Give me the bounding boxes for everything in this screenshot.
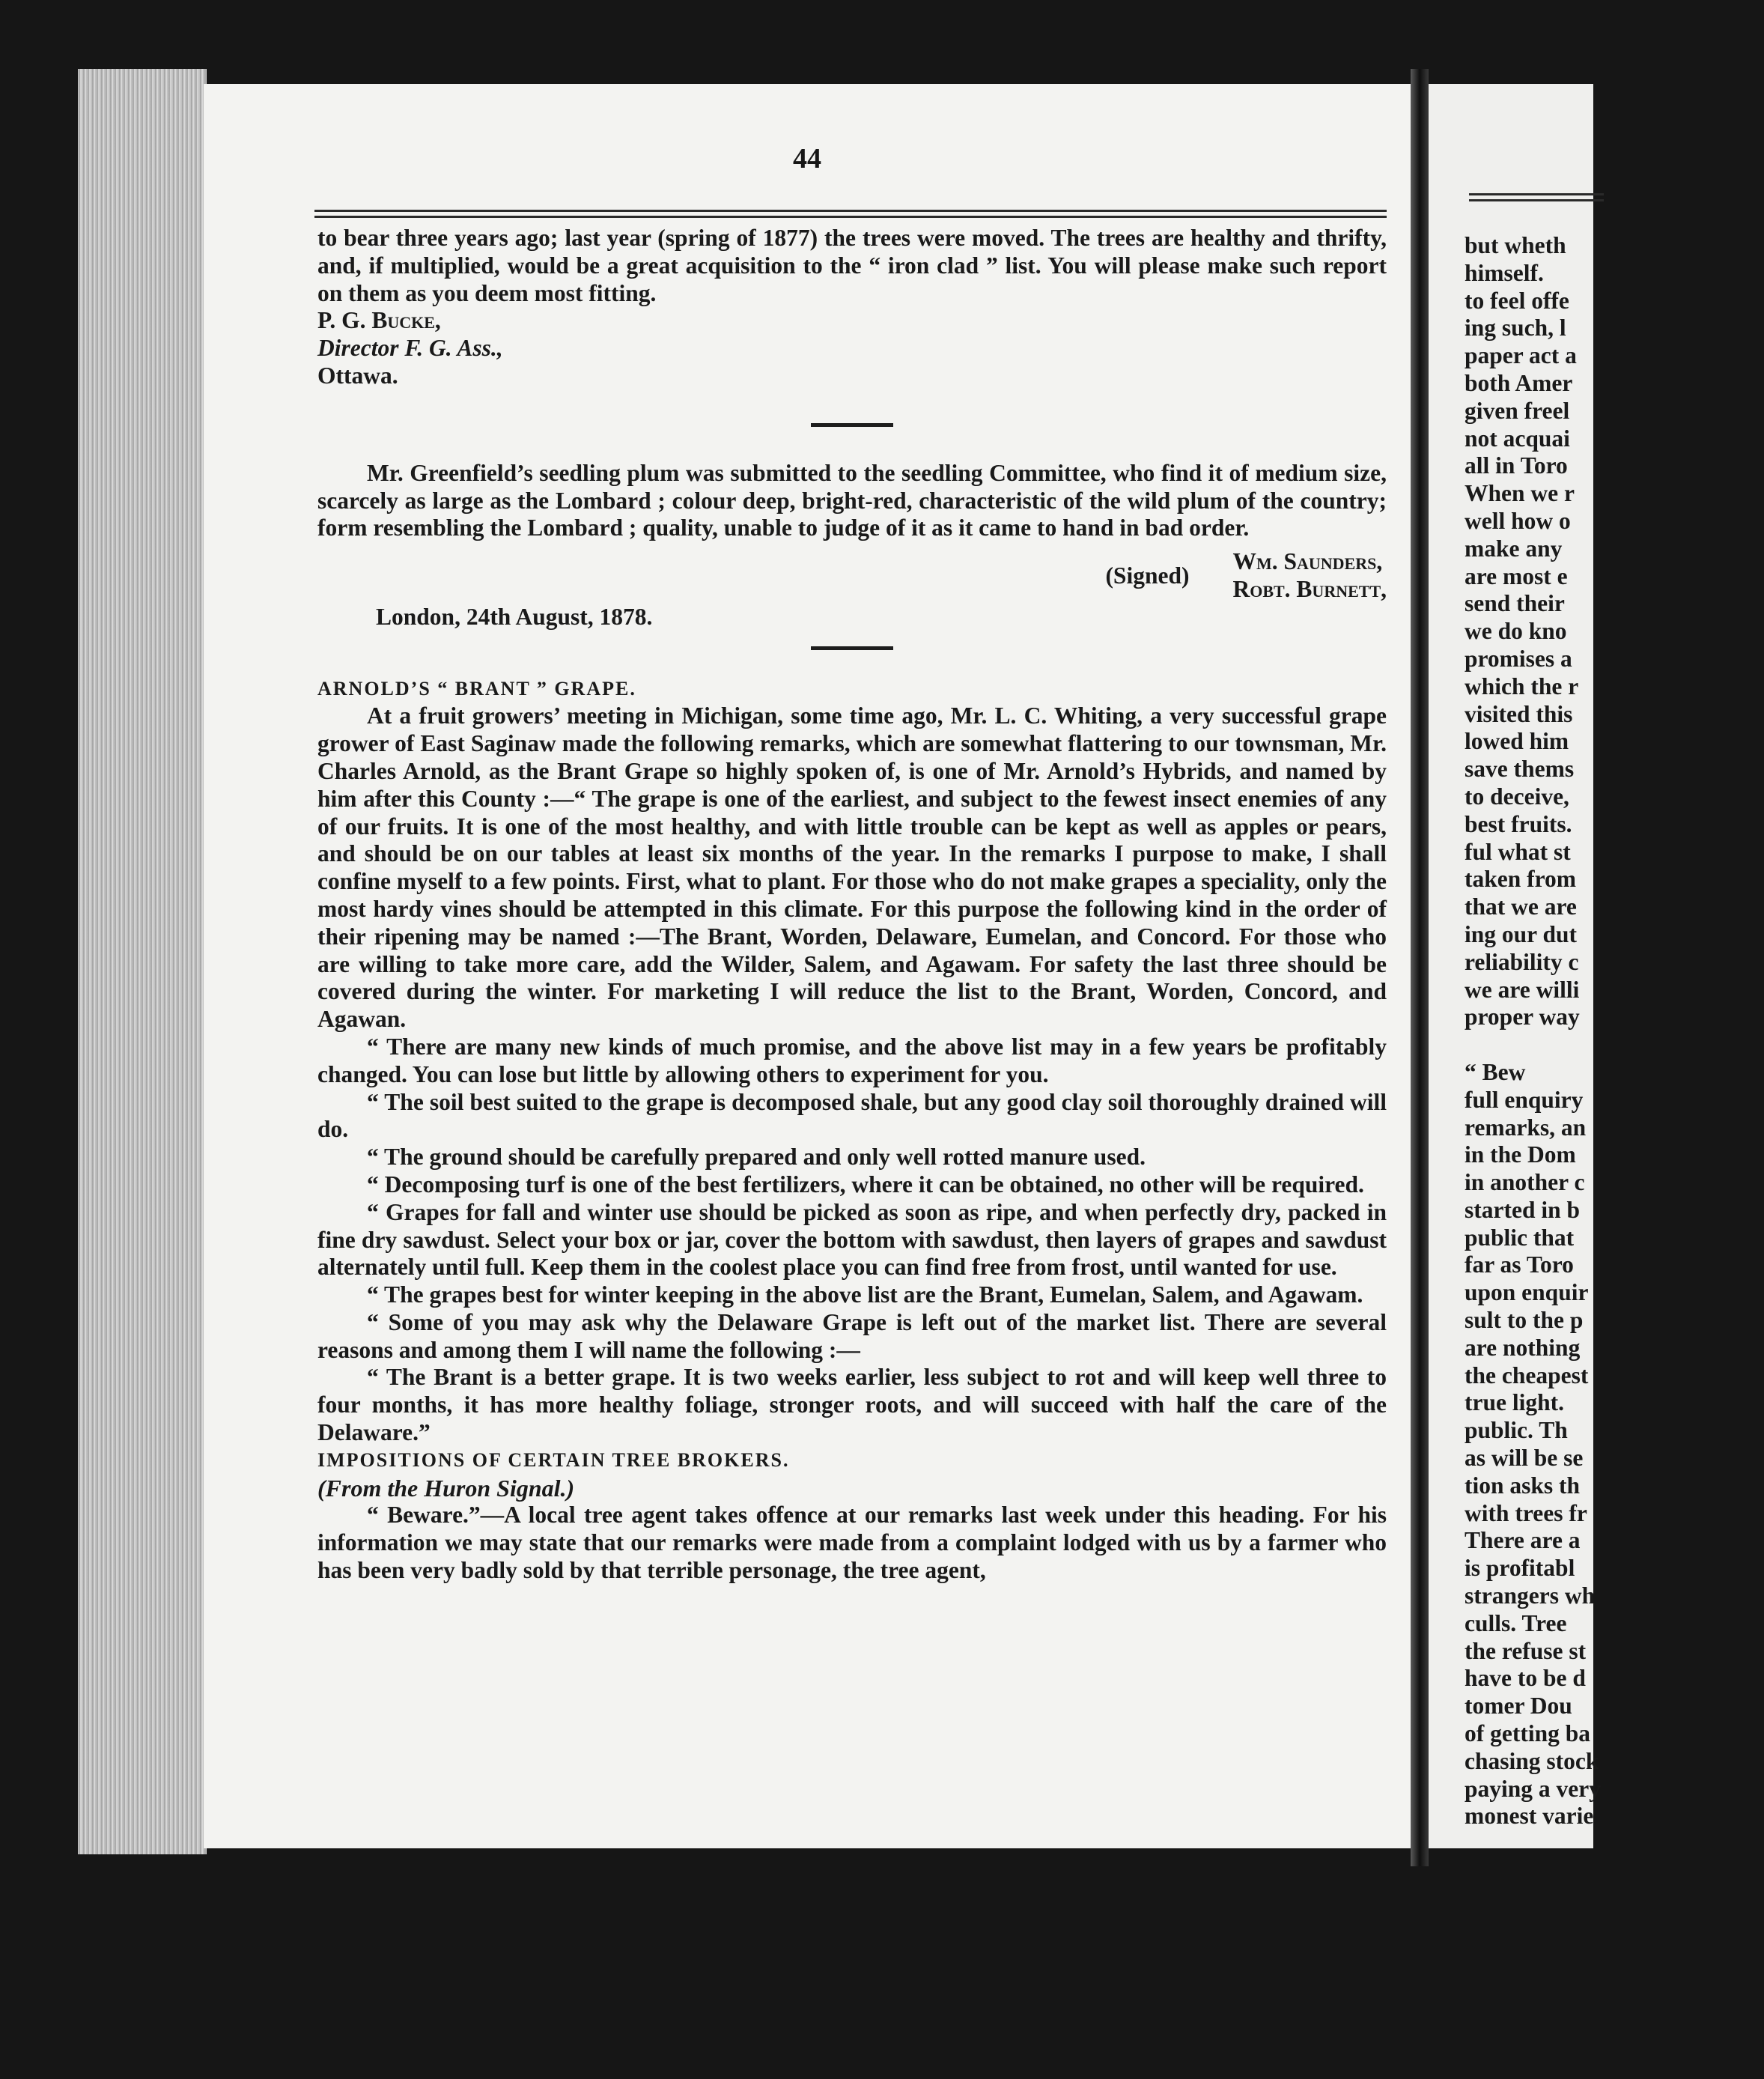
right-page-line: reliability c: [1465, 948, 1579, 975]
brant-paragraph: “ The soil best suited to the grape is decomposed shale, but any good clay soil thoroughly drained will do.: [317, 1088, 1387, 1143]
brant-paragraph: “ Some of you may ask why the Delaware Grape is left out of the market list. There are several reasons and among them I will name the following :—: [317, 1308, 1387, 1363]
right-header-rule: [1469, 193, 1604, 201]
right-page-line: started in b: [1465, 1196, 1581, 1223]
brant-paragraph: “ Grapes for fall and winter use should be picked as soon as ripe, and when perfectly dry, packed in fine dry sawdust. Select your box or jar, cover the bottom with sawdust, then layers of grapes and sawdust alternately until full. Keep them in the coolest place you can find free from frost, until wanted for use.: [317, 1198, 1387, 1281]
right-page-line: send their: [1465, 590, 1565, 617]
committee-signature: [317, 548, 1387, 604]
right-page-line: taken from: [1465, 866, 1577, 893]
section-divider: [811, 646, 893, 650]
right-page-line: far as Toro: [1465, 1251, 1574, 1278]
committee-name: Wm. Saunders,: [1232, 548, 1383, 575]
right-page-line: given freel: [1465, 397, 1570, 424]
right-page-line: public. Th: [1465, 1417, 1568, 1444]
right-page-line: ful what st: [1465, 838, 1571, 865]
header-double-rule: [314, 210, 1387, 218]
right-page-line: as will be se: [1465, 1445, 1584, 1472]
right-page-line: the cheapest: [1465, 1362, 1589, 1388]
right-page-line: monest varie: [1465, 1803, 1594, 1830]
bucke-signature-title: Director F. G. Ass.,: [317, 335, 503, 362]
dateline: London, 24th August, 1878.: [376, 603, 653, 630]
right-page-line: There are a: [1465, 1527, 1581, 1554]
right-page-line: remarks, an: [1465, 1114, 1587, 1141]
right-page-line: paper act a: [1465, 342, 1577, 369]
brant-paragraph: “ There are many new kinds of much promise, and the above list may in a few years be profitably changed. You can lose but little by allowing others to experiment for you.: [317, 1033, 1387, 1087]
right-page-line: proper way: [1465, 1004, 1580, 1031]
section-divider: [811, 423, 893, 427]
right-page-line: visited this: [1465, 700, 1573, 727]
right-page-line: of getting ba: [1465, 1720, 1590, 1747]
book-page-right: [1429, 84, 1602, 1848]
book-page-left: [204, 84, 1411, 1848]
right-page-line: to deceive,: [1465, 783, 1569, 810]
right-page-line: upon enquir: [1465, 1279, 1589, 1306]
brant-final-quote: “ The Brant is a better grape. It is two weeks earlier, less subject to rot and will keep well three to four months, it has more healthy foliage, stronger roots, and will succeed with half the care of the Delaware.”: [317, 1364, 1387, 1446]
beware-paragraph: “ Beware.”—A local tree agent takes offence at our remarks last week under this heading. For his information we may state that our remarks were made from a complaint lodged with us by a farmer who has been very badly sold by that terrible personage, the tree agent,: [317, 1502, 1387, 1584]
right-page-line: chasing stock: [1465, 1747, 1599, 1774]
bucke-signature-city: Ottawa.: [317, 362, 398, 389]
bucke-signature-name: P. G. Bucke,: [317, 307, 441, 334]
right-page-line: ing our dut: [1465, 920, 1577, 947]
right-page-line: save thems: [1465, 756, 1575, 783]
right-page-line: we do kno: [1465, 618, 1567, 645]
right-page-line: tion asks th: [1465, 1472, 1581, 1499]
book-gutter: [1411, 69, 1429, 1866]
heading-brant-grape: ARNOLD’S “ BRANT ” GRAPE.: [317, 677, 636, 699]
right-page-line: [1465, 1031, 1764, 1059]
right-page-line: ing such, l: [1465, 315, 1566, 342]
right-page-line: but wheth: [1465, 232, 1566, 258]
right-page-line: paying a very: [1465, 1775, 1602, 1802]
right-page-line: tomer Dou: [1465, 1693, 1572, 1720]
right-page-line: the refuse st: [1465, 1637, 1587, 1664]
right-page-line: full enquiry: [1465, 1086, 1584, 1113]
committee-names: [1232, 548, 1387, 604]
right-page-line: lowed him: [1465, 728, 1569, 755]
right-page-line: to feel offe: [1465, 287, 1569, 314]
right-page-line: true light.: [1465, 1389, 1564, 1416]
plum-report: Mr. Greenfield’s seedling plum was submitted to the seedling Committee, who find it of medium size, scarcely as large as the Lombard ; colour deep, bright-red, characteristic of the wild plum of the country; form resembling the Lombard ; quality, unable to judge of it as it came to hand in bad order.: [317, 459, 1387, 541]
page-number: 44: [793, 143, 821, 174]
right-page-line: in the Dom: [1465, 1141, 1576, 1168]
right-page-line: are most e: [1465, 562, 1568, 589]
right-page-line: in another c: [1465, 1169, 1585, 1196]
right-page-line: culls. Tree: [1465, 1609, 1567, 1636]
right-page-line: “ Bew: [1465, 1058, 1526, 1085]
right-page-line: all in Toro: [1465, 452, 1568, 479]
right-page-text: [1465, 232, 1764, 1830]
right-page-line: well how o: [1465, 507, 1571, 534]
right-page-line: strangers wh: [1465, 1582, 1596, 1609]
book-page-edges: [78, 69, 207, 1854]
brant-paragraph: “ Decomposing turf is one of the best fertilizers, where it can be obtained, no other will be required.: [367, 1171, 1364, 1198]
right-page-line: we are willi: [1465, 976, 1580, 1003]
brant-paragraph: “ The ground should be carefully prepared and only well rotted manure used.: [367, 1144, 1146, 1171]
right-page-line: not acquai: [1465, 425, 1570, 452]
page-content: [317, 225, 1387, 1585]
source-attribution: (From the Huron Signal.): [317, 1474, 575, 1502]
right-page-line: with trees fr: [1465, 1499, 1587, 1526]
bucke-letter-end: to bear three years ago; last year (spring of 1877) the trees were moved. The trees are healthy and thrifty, and, if multiplied, would be a great acquisition to the “ iron clad ” list. You will please make such report on them as you deem most fitting.: [317, 225, 1387, 306]
right-page-line: sult to the p: [1465, 1307, 1584, 1334]
right-page-line: are nothing: [1465, 1334, 1581, 1361]
brant-paragraph: At a fruit growers’ meeting in Michigan, some time ago, Mr. L. C. Whiting, a very successful grape grower of East Saginaw made the following remarks, which are somewhat flattering to our townsman, Mr. Charles Arnold, as the Brant Grape so highly spoken of, is one of Mr. Arnold’s Hybrids, and named by him after this County :—“ The grape is one of the earliest, and subject to the fewest insect enemies of any of our fruits. It is one of the most healthy, and with little trouble can be kept as well as apples or pears, and should be on our tables at least six months of the year. In the remarks I purpose to make, I shall confine myself to a few points. First, what to plant. For those who do not make grapes a speciality, only the most hardy vines should be attempted in this climate. For this purpose the following kind in the order of their ripening may be named :—The Brant, Worden, Delaware, Eumelan, and Concord. For those who are willing to take more care, add the Wilder, Salem, and Agawam. For safety the last three should be covered during the winter. For marketing I will reduce the list to the Brant, Worden, Concord, and Agawan.: [317, 702, 1387, 1033]
committee-name: Robt. Burnett,: [1232, 575, 1387, 602]
right-page-line: best fruits.: [1465, 810, 1572, 837]
right-page-line: When we r: [1465, 480, 1575, 507]
right-page-line: is profitabl: [1465, 1555, 1575, 1582]
right-page-line: have to be d: [1465, 1665, 1586, 1692]
right-page-line: make any: [1465, 535, 1563, 562]
right-page-line: himself.: [1465, 259, 1544, 286]
brant-paragraph: “ The grapes best for winter keeping in the above list are the Brant, Eumelan, Salem, and Agawam.: [367, 1281, 1363, 1308]
right-page-line: both Amer: [1465, 369, 1573, 396]
right-page-line: which the r: [1465, 673, 1579, 699]
right-page-line: public that: [1465, 1224, 1575, 1251]
right-page-line: promises a: [1465, 645, 1572, 672]
signed-label: (Signed): [1105, 562, 1190, 589]
right-page-line: that we are: [1465, 893, 1577, 920]
heading-tree-brokers: IMPOSITIONS OF CERTAIN TREE BROKERS.: [317, 1448, 790, 1471]
